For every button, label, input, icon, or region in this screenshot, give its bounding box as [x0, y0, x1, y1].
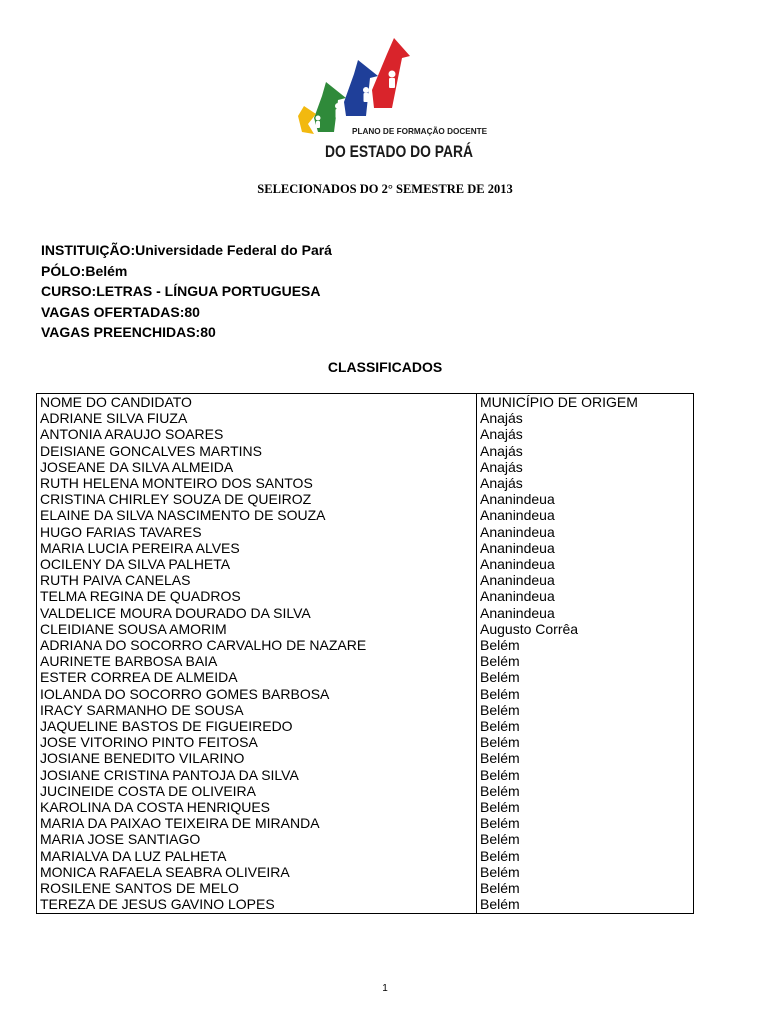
candidate-name-cell: MONICA RAFAELA SEABRA OLIVEIRA	[37, 864, 477, 880]
municipality-cell: Belém	[477, 669, 694, 685]
table-row	[37, 767, 694, 783]
candidate-name-cell: ANTONIA ARAUJO SOARES	[37, 426, 477, 442]
municipality-cell: Ananindeua	[477, 491, 694, 507]
candidate-name-cell: ELAINE DA SILVA NASCIMENTO DE SOUZA	[37, 507, 477, 523]
candidate-name-cell: JAQUELINE BASTOS DE FIGUEIREDO	[37, 718, 477, 734]
candidate-name-cell: JOSEANE DA SILVA ALMEIDA	[37, 459, 477, 475]
candidate-name-cell: ADRIANE SILVA FIUZA	[37, 410, 477, 426]
table-row	[37, 734, 694, 750]
candidate-name-cell: JUCINEIDE COSTA DE OLIVEIRA	[37, 783, 477, 799]
header-municipality: MUNICÍPIO DE ORIGEM	[477, 394, 694, 411]
table-row	[37, 864, 694, 880]
candidate-name-cell: KAROLINA DA COSTA HENRIQUES	[37, 799, 477, 815]
municipality-cell: Belém	[477, 848, 694, 864]
candidate-name-cell: RUTH PAIVA CANELAS	[37, 572, 477, 588]
municipality-cell: Belém	[477, 702, 694, 718]
municipality-cell: Belém	[477, 831, 694, 847]
municipality-cell: Belém	[477, 896, 694, 913]
table-row	[37, 669, 694, 685]
table-row	[37, 653, 694, 669]
table-row	[37, 621, 694, 637]
table-row	[37, 572, 694, 588]
municipality-cell: Ananindeua	[477, 605, 694, 621]
table-row	[37, 588, 694, 604]
candidate-name-cell: MARIALVA DA LUZ PALHETA	[37, 848, 477, 864]
candidate-name-cell: IRACY SARMANHO DE SOUSA	[37, 702, 477, 718]
candidate-name-cell: TELMA REGINA DE QUADROS	[37, 588, 477, 604]
municipality-cell: Belém	[477, 783, 694, 799]
candidate-name-cell: AURINETE BARBOSA BAIA	[37, 653, 477, 669]
municipality-cell: Belém	[477, 864, 694, 880]
page-number: 1	[382, 983, 388, 994]
candidate-name-cell: CRISTINA CHIRLEY SOUZA DE QUEIROZ	[37, 491, 477, 507]
municipality-cell: Ananindeua	[477, 524, 694, 540]
table-row	[37, 556, 694, 572]
candidate-name-cell: TEREZA DE JESUS GAVINO LOPES	[37, 896, 477, 913]
municipality-cell: Anajás	[477, 410, 694, 426]
table-row	[37, 702, 694, 718]
course-line: CURSO:LETRAS - LÍNGUA PORTUGUESA	[41, 283, 321, 299]
candidate-name-cell: MARIA JOSE SANTIAGO	[37, 831, 477, 847]
municipality-cell: Belém	[477, 686, 694, 702]
municipality-cell: Anajás	[477, 443, 694, 459]
municipality-cell: Belém	[477, 767, 694, 783]
candidates-table	[36, 393, 694, 914]
table-row	[37, 783, 694, 799]
candidate-name-cell: ROSILENE SANTOS DE MELO	[37, 880, 477, 896]
municipality-cell: Belém	[477, 637, 694, 653]
vacancies-offered-line: VAGAS OFERTADAS:80	[41, 303, 200, 320]
table-row	[37, 750, 694, 766]
candidate-name-cell: IOLANDA DO SOCORRO GOMES BARBOSA	[37, 686, 477, 702]
candidate-name-cell: VALDELICE MOURA DOURADO DA SILVA	[37, 605, 477, 621]
table-row	[37, 896, 694, 913]
municipality-cell: Ananindeua	[477, 556, 694, 572]
candidate-name-cell: OCILENY DA SILVA PALHETA	[37, 556, 477, 572]
table-row	[37, 524, 694, 540]
municipality-cell: Augusto Corrêa	[477, 621, 694, 637]
municipality-cell: Anajás	[477, 426, 694, 442]
table-row	[37, 831, 694, 847]
candidate-name-cell: CLEIDIANE SOUSA AMORIM	[37, 621, 477, 637]
municipality-cell: Belém	[477, 815, 694, 831]
table-row	[37, 718, 694, 734]
candidate-name-cell: ADRIANA DO SOCORRO CARVALHO DE NAZARE	[37, 637, 477, 653]
table-row	[37, 426, 694, 442]
table-row	[37, 540, 694, 556]
section-heading: CLASSIFICADOS	[327, 359, 443, 375]
polo-line: PÓLO:Belém	[41, 262, 128, 279]
municipality-cell: Belém	[477, 653, 694, 669]
candidate-name-cell: MARIA LUCIA PEREIRA ALVES	[37, 540, 477, 556]
institution-line: INSTITUIÇÃO:Universidade Federal do Pará	[41, 242, 332, 258]
candidate-name-cell: JOSE VITORINO PINTO FEITOSA	[37, 734, 477, 750]
municipality-cell: Belém	[477, 734, 694, 750]
table-row	[37, 410, 694, 426]
municipality-cell: Belém	[477, 750, 694, 766]
municipality-cell: Ananindeua	[477, 572, 694, 588]
table-row	[37, 443, 694, 459]
candidate-name-cell: MARIA DA PAIXAO TEIXEIRA DE MIRANDA	[37, 815, 477, 831]
municipality-cell: Anajás	[477, 459, 694, 475]
table-header-row	[37, 394, 694, 411]
municipality-cell: Ananindeua	[477, 588, 694, 604]
table-row	[37, 475, 694, 491]
municipality-cell: Belém	[477, 799, 694, 815]
table-row	[37, 815, 694, 831]
municipality-cell: Belém	[477, 718, 694, 734]
table-row	[37, 848, 694, 864]
document-title: SELECIONADOS DO 2° SEMESTRE DE 2013	[257, 182, 513, 196]
candidate-name-cell: ESTER CORREA DE ALMEIDA	[37, 669, 477, 685]
table-row	[37, 507, 694, 523]
header-candidate-name: NOME DO CANDIDATO	[37, 394, 477, 411]
table-row	[37, 605, 694, 621]
table-row	[37, 491, 694, 507]
candidate-name-cell: JOSIANE BENEDITO VILARINO	[37, 750, 477, 766]
plano-formacao-docente-logo	[294, 36, 488, 164]
candidate-name-cell: DEISIANE GONCALVES MARTINS	[37, 443, 477, 459]
municipality-cell: Belém	[477, 880, 694, 896]
candidate-name-cell: HUGO FARIAS TAVARES	[37, 524, 477, 540]
candidate-name-cell: RUTH HELENA MONTEIRO DOS SANTOS	[37, 475, 477, 491]
candidate-name-cell: JOSIANE CRISTINA PANTOJA DA SILVA	[37, 767, 477, 783]
logo-text-line2: DO ESTADO DO PARÁ	[325, 142, 473, 161]
municipality-cell: Ananindeua	[477, 507, 694, 523]
logo-text-line1: PLANO DE FORMAÇÃO DOCENTE	[352, 127, 488, 136]
vacancies-filled-line: VAGAS PREENCHIDAS:80	[41, 324, 216, 340]
logo-arrow-yellow	[298, 106, 316, 134]
municipality-cell: Ananindeua	[477, 540, 694, 556]
table-row	[37, 880, 694, 896]
course-info-block	[41, 240, 332, 343]
table-row	[37, 459, 694, 475]
table-row	[37, 686, 694, 702]
table-row	[37, 799, 694, 815]
table-row	[37, 637, 694, 653]
municipality-cell: Anajás	[477, 475, 694, 491]
